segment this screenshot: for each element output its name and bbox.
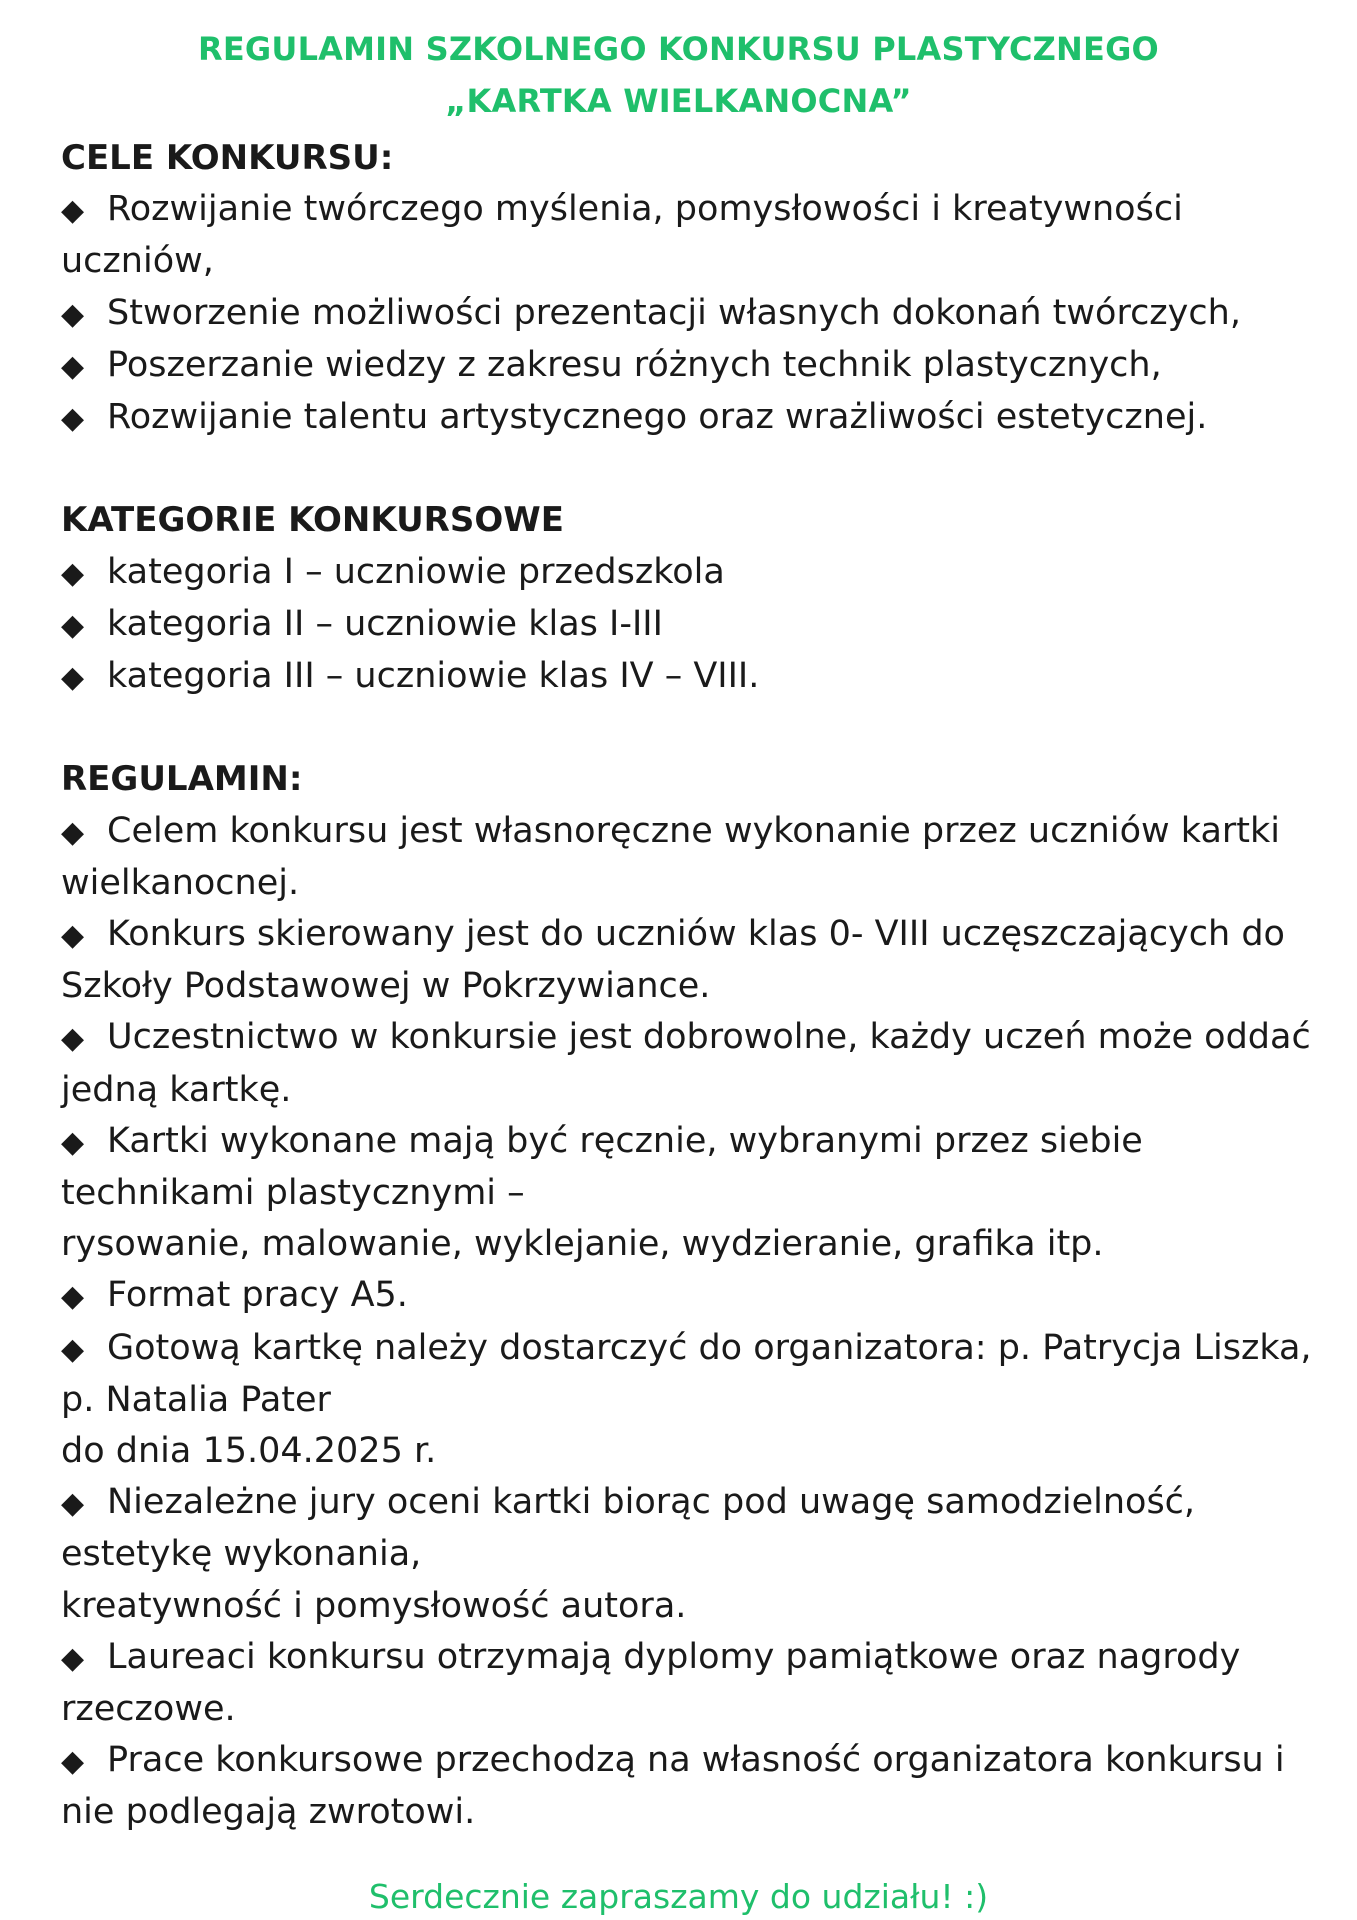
list-item bbox=[61, 909, 1311, 961]
list-item-continuation: estetykę wykonania, bbox=[61, 1534, 422, 1575]
diamond-bullet-icon: ◆ bbox=[61, 1640, 85, 1676]
list-item bbox=[61, 288, 1311, 340]
list-item bbox=[61, 599, 1311, 651]
diamond-bullet-icon: ◆ bbox=[61, 1486, 85, 1522]
list-item bbox=[61, 1012, 1311, 1064]
diamond-bullet-icon: ◆ bbox=[61, 1279, 85, 1315]
list-item bbox=[61, 1323, 1311, 1375]
list-item-text: Poszerzanie wiedzy z zakresu różnych technik plastycznych, bbox=[107, 344, 1162, 385]
section-spacer bbox=[61, 703, 1311, 754]
list-item-continuation: Szkoły Podstawowej w Pokrzywiance. bbox=[61, 966, 711, 1007]
diamond-bullet-icon: ◆ bbox=[61, 296, 85, 332]
footer-invitation: Serdecznie zapraszamy do udziału! :) bbox=[368, 1877, 989, 1916]
list-item bbox=[61, 392, 1311, 444]
list-item-text: Konkurs skierowany jest do uczniów klas 0- VIII uczęszczających do bbox=[107, 914, 1285, 955]
document-content bbox=[61, 133, 1311, 1839]
list-item-continuation: rysowanie, malowanie, wyklejanie, wydzieranie, grafika itp. bbox=[61, 1224, 1104, 1265]
list-item-continuation: nie podlegają zwrotowi. bbox=[61, 1792, 476, 1833]
list-item-text: Niezależne jury oceni kartki biorąc pod uwagę samodzielność, bbox=[107, 1482, 1196, 1523]
list-item-continuation: rzeczowe. bbox=[61, 1689, 236, 1730]
list-item-text: Kartki wykonane mają być ręcznie, wybranymi przez siebie bbox=[107, 1120, 1143, 1161]
list-item-continuation: technikami plastycznymi – bbox=[61, 1173, 525, 1214]
list-item-text: Uczestnictwo w konkursie jest dobrowolne, każdy uczeń może oddać bbox=[107, 1017, 1311, 1058]
section-heading-kategorie: KATEGORIE KONKURSOWE bbox=[61, 500, 564, 541]
list-item-text: Format pracy A5. bbox=[107, 1275, 408, 1316]
diamond-bullet-icon: ◆ bbox=[61, 918, 85, 954]
list-item-continuation: wielkanocnej. bbox=[61, 862, 300, 903]
section-heading-cele: CELE KONKURSU: bbox=[61, 138, 394, 178]
list-item-text: Rozwijanie twórczego myślenia, pomysłowości i kreatywności bbox=[107, 189, 1183, 230]
list-item-continuation: kreatywność i pomysłowość autora. bbox=[61, 1585, 687, 1626]
diamond-bullet-icon: ◆ bbox=[61, 660, 85, 696]
list-item bbox=[61, 1632, 1311, 1684]
list-item bbox=[61, 1270, 1311, 1322]
list-item bbox=[61, 806, 1311, 858]
list-item-text: Laureaci konkursu otrzymają dyplomy pamiątkowe oraz nagrody bbox=[107, 1636, 1241, 1677]
list-item-continuation: do dnia 15.04.2025 r. bbox=[61, 1431, 437, 1472]
diamond-bullet-icon: ◆ bbox=[61, 1124, 85, 1160]
section-spacer bbox=[61, 444, 1311, 495]
list-item bbox=[61, 1735, 1311, 1787]
diamond-bullet-icon: ◆ bbox=[61, 401, 85, 437]
diamond-bullet-icon: ◆ bbox=[61, 1331, 85, 1367]
document-title-line-1: REGULAMIN SZKOLNEGO KONKURSU PLASTYCZNEGO bbox=[198, 30, 1159, 68]
diamond-bullet-icon: ◆ bbox=[61, 348, 85, 384]
list-item bbox=[61, 651, 1311, 703]
list-item-text: Celem konkursu jest własnoręczne wykonanie przez uczniów kartki bbox=[107, 810, 1280, 851]
diamond-bullet-icon: ◆ bbox=[61, 607, 85, 643]
list-item bbox=[61, 1477, 1311, 1529]
list-item-continuation: uczniów, bbox=[61, 241, 214, 282]
list-item-text: Stworzenie możliwości prezentacji własnych dokonań twórczych, bbox=[107, 292, 1241, 333]
list-item-text: Gotową kartkę należy dostarczyć do organizatora: p. Patrycja Liszka, bbox=[107, 1327, 1312, 1368]
list-item bbox=[61, 1116, 1311, 1168]
list-item-text: Prace konkursowe przechodzą na własność organizatora konkursu i bbox=[107, 1740, 1285, 1781]
list-item bbox=[61, 184, 1311, 236]
document-title-line-2: „KARTKA WIELKANOCNA” bbox=[445, 82, 912, 120]
section-heading-regulamin: REGULAMIN: bbox=[61, 759, 303, 800]
list-item-text: kategoria I – uczniowie przedszkola bbox=[107, 551, 725, 592]
list-item-text: kategoria III – uczniowie klas IV – VIII. bbox=[107, 656, 760, 697]
list-item-text: Rozwijanie talentu artystycznego oraz wrażliwości estetycznej. bbox=[107, 397, 1208, 438]
list-item bbox=[61, 547, 1311, 599]
diamond-bullet-icon: ◆ bbox=[61, 814, 85, 850]
diamond-bullet-icon: ◆ bbox=[61, 193, 85, 229]
list-item bbox=[61, 340, 1311, 392]
diamond-bullet-icon: ◆ bbox=[61, 1021, 85, 1057]
diamond-bullet-icon: ◆ bbox=[61, 1744, 85, 1780]
list-item-continuation: jedną kartkę. bbox=[61, 1069, 292, 1110]
diamond-bullet-icon: ◆ bbox=[61, 555, 85, 591]
list-item-text: kategoria II – uczniowie klas I-III bbox=[107, 603, 663, 644]
list-item-continuation: p. Natalia Pater bbox=[61, 1379, 331, 1420]
